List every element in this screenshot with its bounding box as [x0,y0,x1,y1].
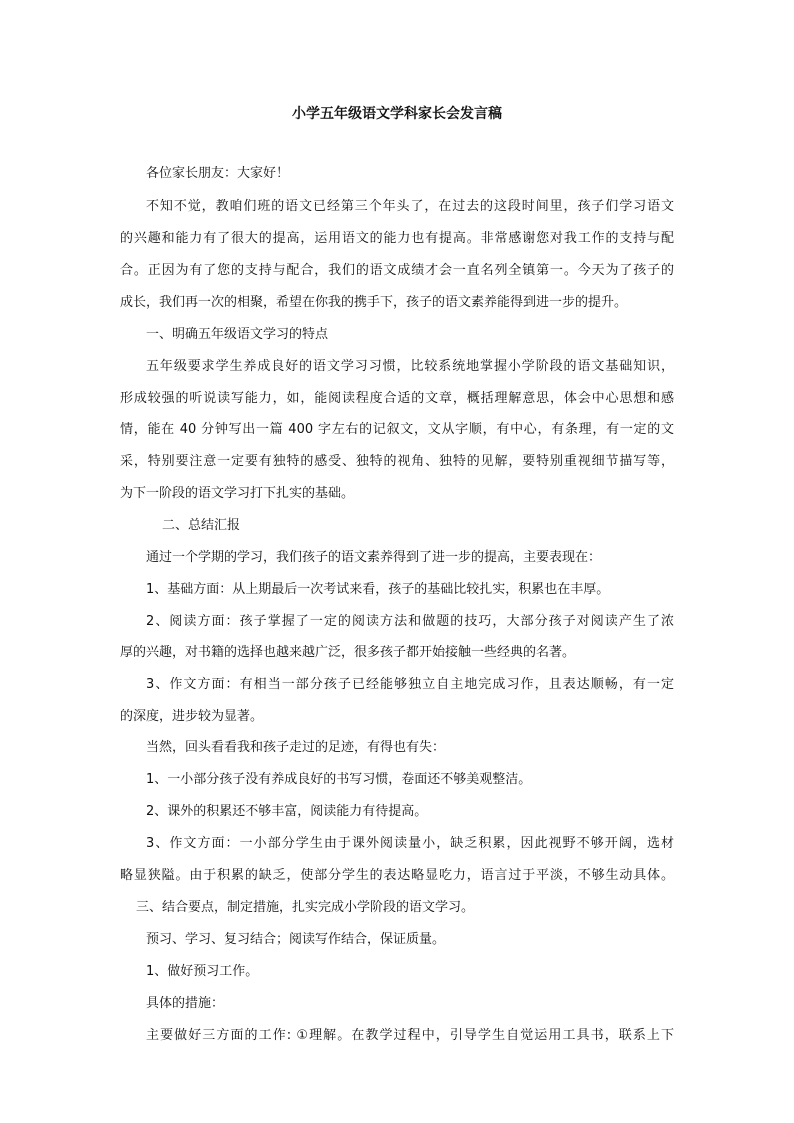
list-item: 3、作文方面：有相当一部分孩子已经能够独立自主地完成习作，且表达顺畅，有一定 [146,677,674,692]
paragraph-line: 厚的兴趣，对书籍的选择也越来越广泛，很多孩子都开始接触一些经典的名著。 [120,645,576,660]
section-heading: 三、结合要点，制定措施，扎实完成小学阶段的语文学习。 [136,900,475,915]
paragraph-line: 的兴趣和能力有了很大的提高，运用语文的能力也有提高。非常感谢您对我工作的支持与配 [120,231,674,246]
section-heading: 一、明确五年级语文学习的特点 [146,327,329,342]
list-item: 3、作文方面：一小部分学生由于课外阅读量小，缺乏积累，因此视野不够开阔，选材 [146,836,674,851]
paragraph-line: 五年级要求学生养成良好的语文学习习惯，比较系统地掌握小学阶段的语文基础知识， [146,359,674,374]
document-title: 小学五年级语文学科家长会发言稿 [292,106,502,122]
paragraph-line: 形成较强的听说读写能力，如，能阅读程度合适的文章，概括理解意思，体会中心思想和感 [120,391,674,406]
section-heading: 二、总结汇报 [162,518,241,533]
paragraph-line: 采，特别要注意一定要有独特的感受、独特的视角、独特的见解，要特别重视细节描写等， [120,454,674,469]
paragraph-line: 不知不觉，教咱们班的语文已经第三个年头了，在过去的这段时间里，孩子们学习语文 [146,199,674,214]
paragraph-line: 情，能在 40 分钟写出一篇 400 字左右的记叙文，文从字顺，有中心，有条理，有一定的文 [120,422,674,437]
paragraph-line: 的深度，进步较为显著。 [120,709,264,724]
list-item: 1、一小部分孩子没有养成良好的书写习惯，卷面还不够美观整洁。 [146,772,532,787]
list-item: 2、阅读方面：孩子掌握了一定的阅读方法和做题的技巧，大部分孩子对阅读产生了浓 [146,614,674,629]
paragraph-line: 合。正因为有了您的支持与配合，我们的语文成绩才会一直名列全镇第一。今天为了孩子的 [120,263,674,278]
paragraph-line: 通过一个学期的学习，我们孩子的语文素养得到了进一步的提高，主要表现在： [146,550,602,565]
paragraph-line: 略显狭隘。由于积累的缺乏，使部分学生的表达略显吃力，语言过于平淡，不够生动具体。 [120,868,674,883]
paragraph-line: 为下一阶段的语文学习打下扎实的基础。 [120,486,355,501]
paragraph-line: 主要做好三方面的工作: ①理解。在教学过程中，引导学生自觉运用工具书，联系上下 [146,1028,674,1043]
paragraph-line: 预习、学习、复习结合；阅读写作结合，保证质量。 [146,932,446,947]
paragraph-line: 当然，回头看看我和孩子走过的足迹，有得也有失： [146,740,446,755]
list-item: 2、课外的积累还不够丰富，阅读能力有待提高。 [146,804,428,819]
paragraph-line: 成长，我们再一次的相聚，希望在你我的携手下，孩子的语文素养能得到进一步的提升。 [120,295,628,310]
list-item: 1、做好预习工作。 [146,964,259,979]
list-item: 1、基础方面：从上期最后一次考试来看，孩子的基础比较扎实，积累也在丰厚。 [146,582,610,597]
paragraph-line: 具体的措施： [146,996,225,1011]
greeting-line: 各位家长朋友：大家好！ [146,166,290,181]
